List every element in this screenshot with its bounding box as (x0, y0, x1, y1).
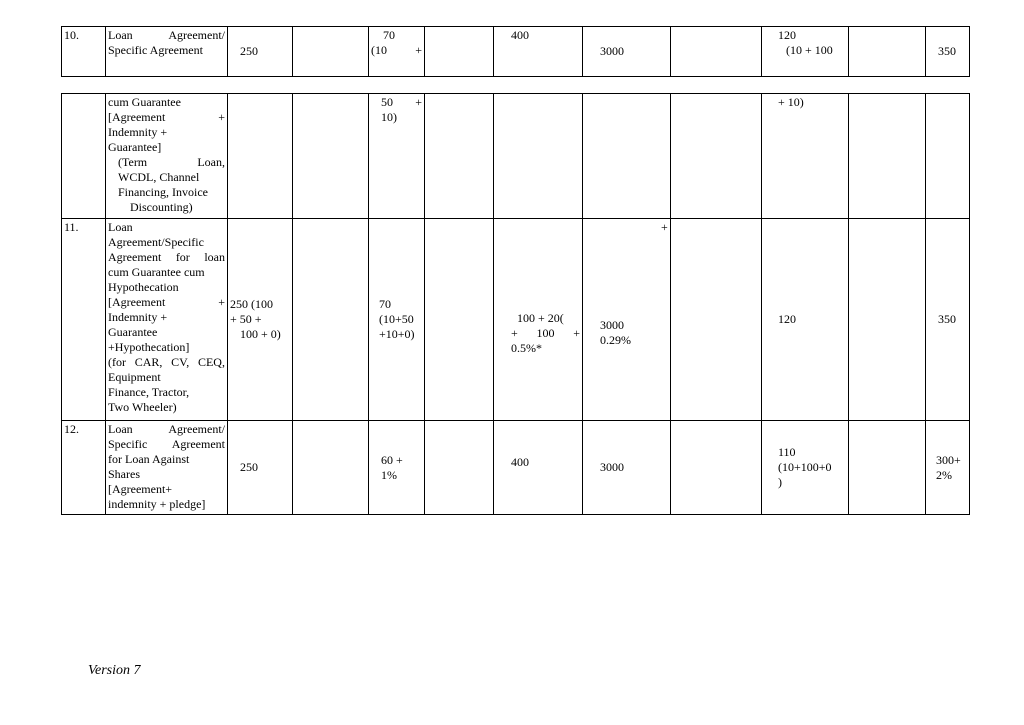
fee-table-row10 (61, 26, 970, 77)
cell: 60 + 1% (369, 421, 425, 515)
cell (494, 94, 583, 219)
cell (293, 219, 369, 421)
cell (849, 421, 926, 515)
document-description: Loan Agreement/Specific Agreement for loan cum Guarantee cum Hypothecation [Agreement + Indemnity + Guarantee +Hypothecation] (for CAR, CV, CEQ, Equipment Finance, Tractor, Two Wheeler) (106, 219, 228, 421)
version-footer: Version 7 (88, 663, 141, 678)
table-row (62, 219, 970, 421)
cell: 50 + 10) (369, 94, 425, 219)
cell: 400 (494, 27, 583, 77)
table-row (62, 421, 970, 515)
cell: 3000 (583, 421, 671, 515)
cell: 400 (494, 421, 583, 515)
cell (228, 94, 293, 219)
cell (849, 94, 926, 219)
table-row (62, 94, 970, 219)
cell (425, 27, 494, 77)
cell (293, 27, 369, 77)
row-number: 10. (62, 27, 106, 77)
cell (671, 94, 762, 219)
table-row (62, 27, 970, 77)
cell: 70 (10+50 +10+0) (369, 219, 425, 421)
cell (425, 219, 494, 421)
cell: 100 + 20( + 100 + 0.5%* (494, 219, 583, 421)
cell: 350 (926, 219, 970, 421)
cell: 250 (100 + 50 + 100 + 0) (228, 219, 293, 421)
cell (671, 421, 762, 515)
cell: 3000 0.29% (583, 219, 671, 421)
cell (293, 94, 369, 219)
cell: 70 (10 + (369, 27, 425, 77)
cell: 250 (228, 27, 293, 77)
cell: 250 (228, 421, 293, 515)
cell: + 10) (762, 94, 849, 219)
cell (849, 219, 926, 421)
row-number: 11. (62, 219, 106, 421)
cell (293, 421, 369, 515)
fee-table-continued (61, 93, 970, 515)
document-description: Loan Agreement/ Specific Agreement (106, 27, 228, 77)
document-description: Loan Agreement/ Specific Agreement for Loan Against Shares [Agreement+ indemnity + pledge] (106, 421, 228, 515)
cell: 350 (926, 27, 970, 77)
cell: + (671, 219, 762, 421)
cell (583, 94, 671, 219)
cell (671, 27, 762, 77)
row-number (62, 94, 106, 219)
cell (425, 421, 494, 515)
cell: 120 (10 + 100 (762, 27, 849, 77)
document-description: cum Guarantee [Agreement + Indemnity + Guarantee] (Term Loan, WCDL, Channel Financing, Invoice Discounting) (106, 94, 228, 219)
cell: 300+ 2% (926, 421, 970, 515)
cell: 3000 (583, 27, 671, 77)
cell: 120 (762, 219, 849, 421)
cell (926, 94, 970, 219)
cell: 110 (10+100+0 ) (762, 421, 849, 515)
row-number: 12. (62, 421, 106, 515)
cell (849, 27, 926, 77)
cell (425, 94, 494, 219)
